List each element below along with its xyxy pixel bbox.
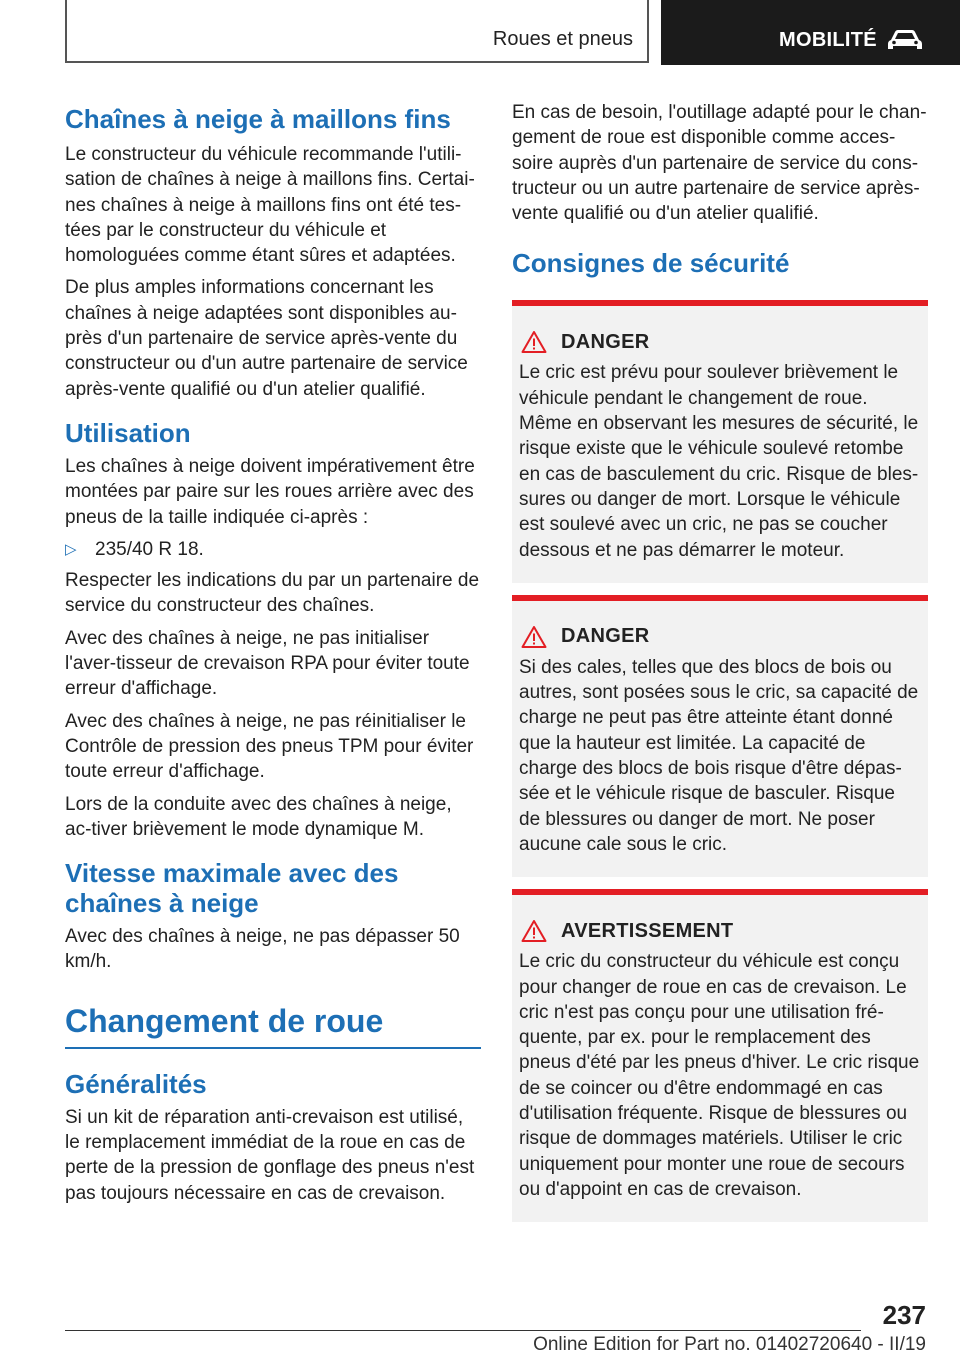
heading-wheel-change: Changement de roue (65, 1002, 384, 1039)
chapter-title: MOBILITÉ (779, 29, 877, 51)
paragraph-max-speed: Avec des chaînes à neige, ne pas dépasser 50 km/h. (65, 926, 460, 973)
warning-triangle-icon (521, 330, 547, 354)
paragraph-snow-chains-2: De plus amples informations concernant les chaînes à neige adaptées sont disponibles au-près d'un partenaire de service après-vente du constructeur ou d'un autre partenaire de service après-vente qualifié ou d'un atelier qualifié. (65, 277, 468, 400)
heading-max-speed: Vitesse maximale avec des chaînes à neige (65, 858, 399, 919)
warning-text: Si des cales, telles que des blocs de bois ou autres, sont posées sous le cric, sa capacité de charge ne peut pas être atteinte étant donné que la hauteur est limitée. La capacité de charge des blocs de bois risque d'être dépas-sée et le véhicule risque de basculer. Risque de blessures ou danger de mort. Ne poser aucune cale sous le cric. (519, 656, 919, 855)
warning-box-caution (512, 889, 928, 1222)
footer-divider (65, 1330, 861, 1331)
warning-title: AVERTISSEMENT (561, 919, 734, 942)
warning-title: DANGER (561, 625, 650, 648)
paragraph-usage-5: Lors de la conduite avec des chaînes à neige, ac-tiver brièvement le mode dynamique M. (65, 793, 452, 840)
paragraph-general: Si un kit de réparation anti-crevaison est utilisé, le remplacement immédiat de la roue en cas de perte de la pression de gonflage des pneus n'est pas toujours nécessaire en cas de crevaison. (65, 1106, 475, 1204)
paragraph-usage-4: Avec des chaînes à neige, ne pas réinitialiser le Contrôle de pression des pneus TPM pour éviter toute erreur d'affichage. (65, 710, 474, 783)
section-divider (65, 1047, 481, 1049)
paragraph-usage-3: Avec des chaînes à neige, ne pas initialiser l'aver-tisseur de crevaison RPA pour éviter toute erreur d'affichage. (65, 627, 470, 700)
paragraph-snow-chains-1: Le constructeur du véhicule recommande l'utili-sation de chaînes à neige à maillons fins. Certai-nes chaînes à neige à maillons fins ont été tes-tées par le constructeur du véhicule et homologuées comme étant sûres et adaptées. (65, 144, 475, 267)
warning-text: Le cric du constructeur du véhicule est conçu pour changer de roue en cas de crevaison. Le cric n'est pas conçu pour une utilisation fré-quente, par ex. pour le remplacement des pneus d'été par les pneus d'hiver. Le cric risque de se coincer ou d'être endommagé en cas d'utilisation fréquente. Risque de blessures ou risque de dommages matériels. Utiliser le cric uniquement pour monter une roue de secours ou d'appoint en cas de crevaison. (519, 951, 920, 1200)
warning-box-danger-2 (512, 595, 928, 877)
left-column (65, 100, 481, 1206)
warning-header (519, 917, 921, 945)
heading-general: Généralités (65, 1068, 207, 1099)
list-item (65, 537, 481, 562)
section-title: Roues et pneus (492, 28, 633, 50)
heading-usage: Utilisation (65, 417, 191, 448)
triangle-bullet-icon: ▷ (65, 540, 77, 558)
tire-size: 235/40 R 18. (95, 538, 204, 560)
page-number: 237 (882, 1300, 926, 1330)
warning-text: Le cric est prévu pour soulever brièvement le véhicule pendant le changement de roue. Même en observant les mesures de sécurité, le risque existe que le véhicule soulevé retombe en cas de basculement du cric. Risque de bles-sures ou danger de mort. Lorsque le véhicule est soulevé avec un cric, ne pas se coucher dessous et ne pas démarrer le moteur. (519, 362, 919, 561)
warning-title: DANGER (561, 330, 650, 353)
heading-safety: Consignes de sécurité (512, 248, 790, 279)
warning-header (519, 328, 921, 356)
warning-header (519, 623, 921, 651)
paragraph-usage-2: Respecter les indications du par un partenaire de service du constructeur des chaînes. (65, 570, 480, 617)
right-column (512, 100, 928, 1222)
car-icon (885, 28, 925, 52)
heading-snow-chains: Chaînes à neige à maillons fins (65, 104, 451, 134)
chapter-tab (661, 0, 960, 65)
paragraph-tools: En cas de besoin, l'outillage adapté pour le chan-gement de roue est disponible comme acces-soire auprès d'un partenaire de service du cons-tructeur ou un autre partenaire de service après-vente qualifié ou d'un atelier qualifié. (512, 102, 927, 225)
edition-note: Online Edition for Part no. 01402720640 - II/19 (533, 1334, 926, 1355)
paragraph-usage-1: Les chaînes à neige doivent impérativement être montées par paire sur les roues arrière avec des pneus de la taille indiquée ci-après : (65, 455, 475, 528)
section-tab (65, 0, 649, 63)
warning-triangle-icon (521, 919, 547, 943)
warning-box-danger-1 (512, 300, 928, 582)
page-header (0, 0, 960, 66)
warning-triangle-icon (521, 625, 547, 649)
